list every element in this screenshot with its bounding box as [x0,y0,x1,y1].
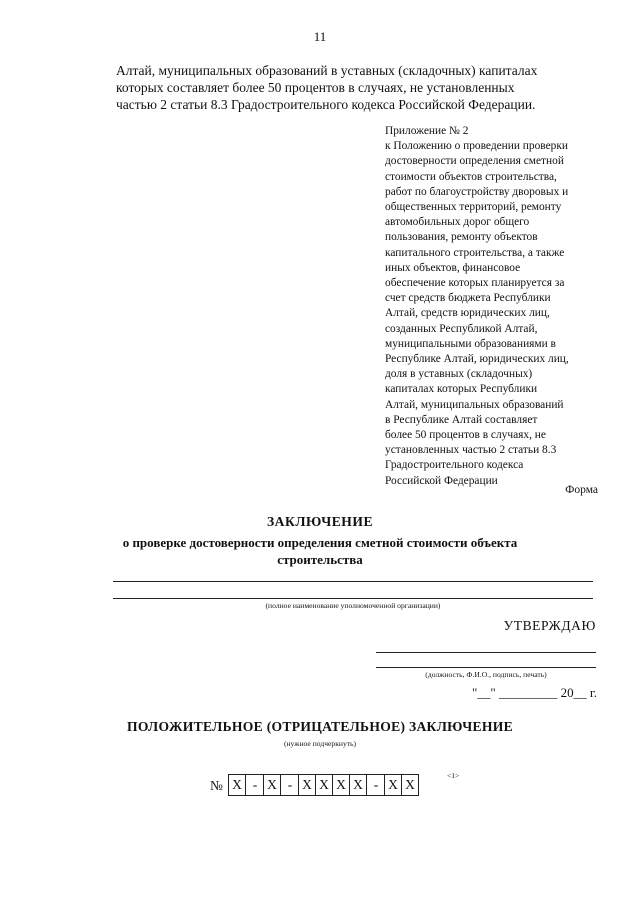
appendix-line: доля в уставных (складочных) [385,368,533,381]
number-cell: X [315,774,333,796]
page-number: 11 [313,29,327,44]
intro-paragraph [116,62,597,113]
org-name-line-1 [113,581,593,582]
approval-date: "__" _________ 20__ г. [472,685,597,700]
intro-line: Алтай, муниципальных образований в уставных (складочных) капиталах [116,63,538,78]
appendix-note [385,124,597,489]
appendix-line: общественных территорий, ремонту [385,201,562,214]
number-separator: - [246,774,264,796]
appendix-line: Российской Федерации [385,474,498,487]
number-cell: X [349,774,367,796]
document-title: ЗАКЛЮЧЕНИЕ [266,514,374,529]
appendix-line: стоимости объектов строительства, [385,170,557,183]
number-cell: X [384,774,402,796]
form-label: Форма [565,484,598,496]
document-subtitle [100,534,540,568]
approver-caption: (должность, Ф.И.О., подпись, печать) [425,670,547,679]
conclusion-caption: (нужное подчеркнуть) [283,739,357,748]
conclusion-number-boxes [229,774,419,796]
number-cell: X [228,774,246,796]
appendix-line: автомобильных дорог общего [385,216,530,229]
appendix-line: к Положению о проведении проверки [385,140,568,153]
approver-line-1 [376,652,596,653]
number-cell: X [263,774,281,796]
appendix-line: обеспечение которых планируется за [385,277,565,290]
number-cell: X [298,774,316,796]
subtitle-line: о проверке достоверности определения сметной стоимости объекта [122,535,518,550]
appendix-line: Республике Алтай, юридических лиц, [385,353,569,366]
appendix-line: муниципальными образованиями в [385,337,556,350]
number-separator: - [281,774,299,796]
number-separator: - [367,774,385,796]
appendix-line: Алтай, муниципальных образований [385,398,564,411]
org-name-caption: (полное наименование уполномоченной организации) [265,601,441,610]
intro-line: которых составляет более 50 процентов в случаях, не установленных [116,80,515,95]
approver-line-2 [376,667,596,668]
appendix-line: капитального строительства, а также [385,246,565,259]
org-name-line-2 [113,598,593,599]
appendix-line: достоверности определения сметной [385,155,564,168]
appendix-line: созданных Республикой Алтай, [385,322,538,335]
appendix-line: Алтай, средств юридических лиц, [385,307,550,320]
subtitle-line: строительства [277,552,363,567]
appendix-line: работ по благоустройству дворовых и [385,185,569,198]
appendix-line: пользования, ремонту объектов [385,231,538,244]
appendix-line: капиталах которых Республики [385,383,538,396]
number-cell: X [401,774,419,796]
footnote-marker: <1> [447,771,460,780]
appendix-line: Градостроительного кодекса [385,459,524,472]
appendix-line: установленных частью 2 статьи 8.3 [385,444,557,457]
appendix-line: в Республике Алтай составляет [385,413,538,426]
number-cell: X [332,774,350,796]
appendix-line: более 50 процентов в случаях, не [385,429,546,442]
number-sign: № [210,778,223,793]
appendix-line: иных объектов, финансовое [385,261,521,274]
conclusion-title: ПОЛОЖИТЕЛЬНОЕ (ОТРИЦАТЕЛЬНОЕ) ЗАКЛЮЧЕНИЕ [126,719,513,734]
approval-label: УТВЕРЖДАЮ [503,618,596,633]
appendix-line: счет средств бюджета Республики [385,292,551,305]
appendix-line: Приложение № 2 [385,125,469,137]
intro-line: частью 2 статьи 8.3 Градостроительного кодекса Российской Федерации. [116,97,536,112]
